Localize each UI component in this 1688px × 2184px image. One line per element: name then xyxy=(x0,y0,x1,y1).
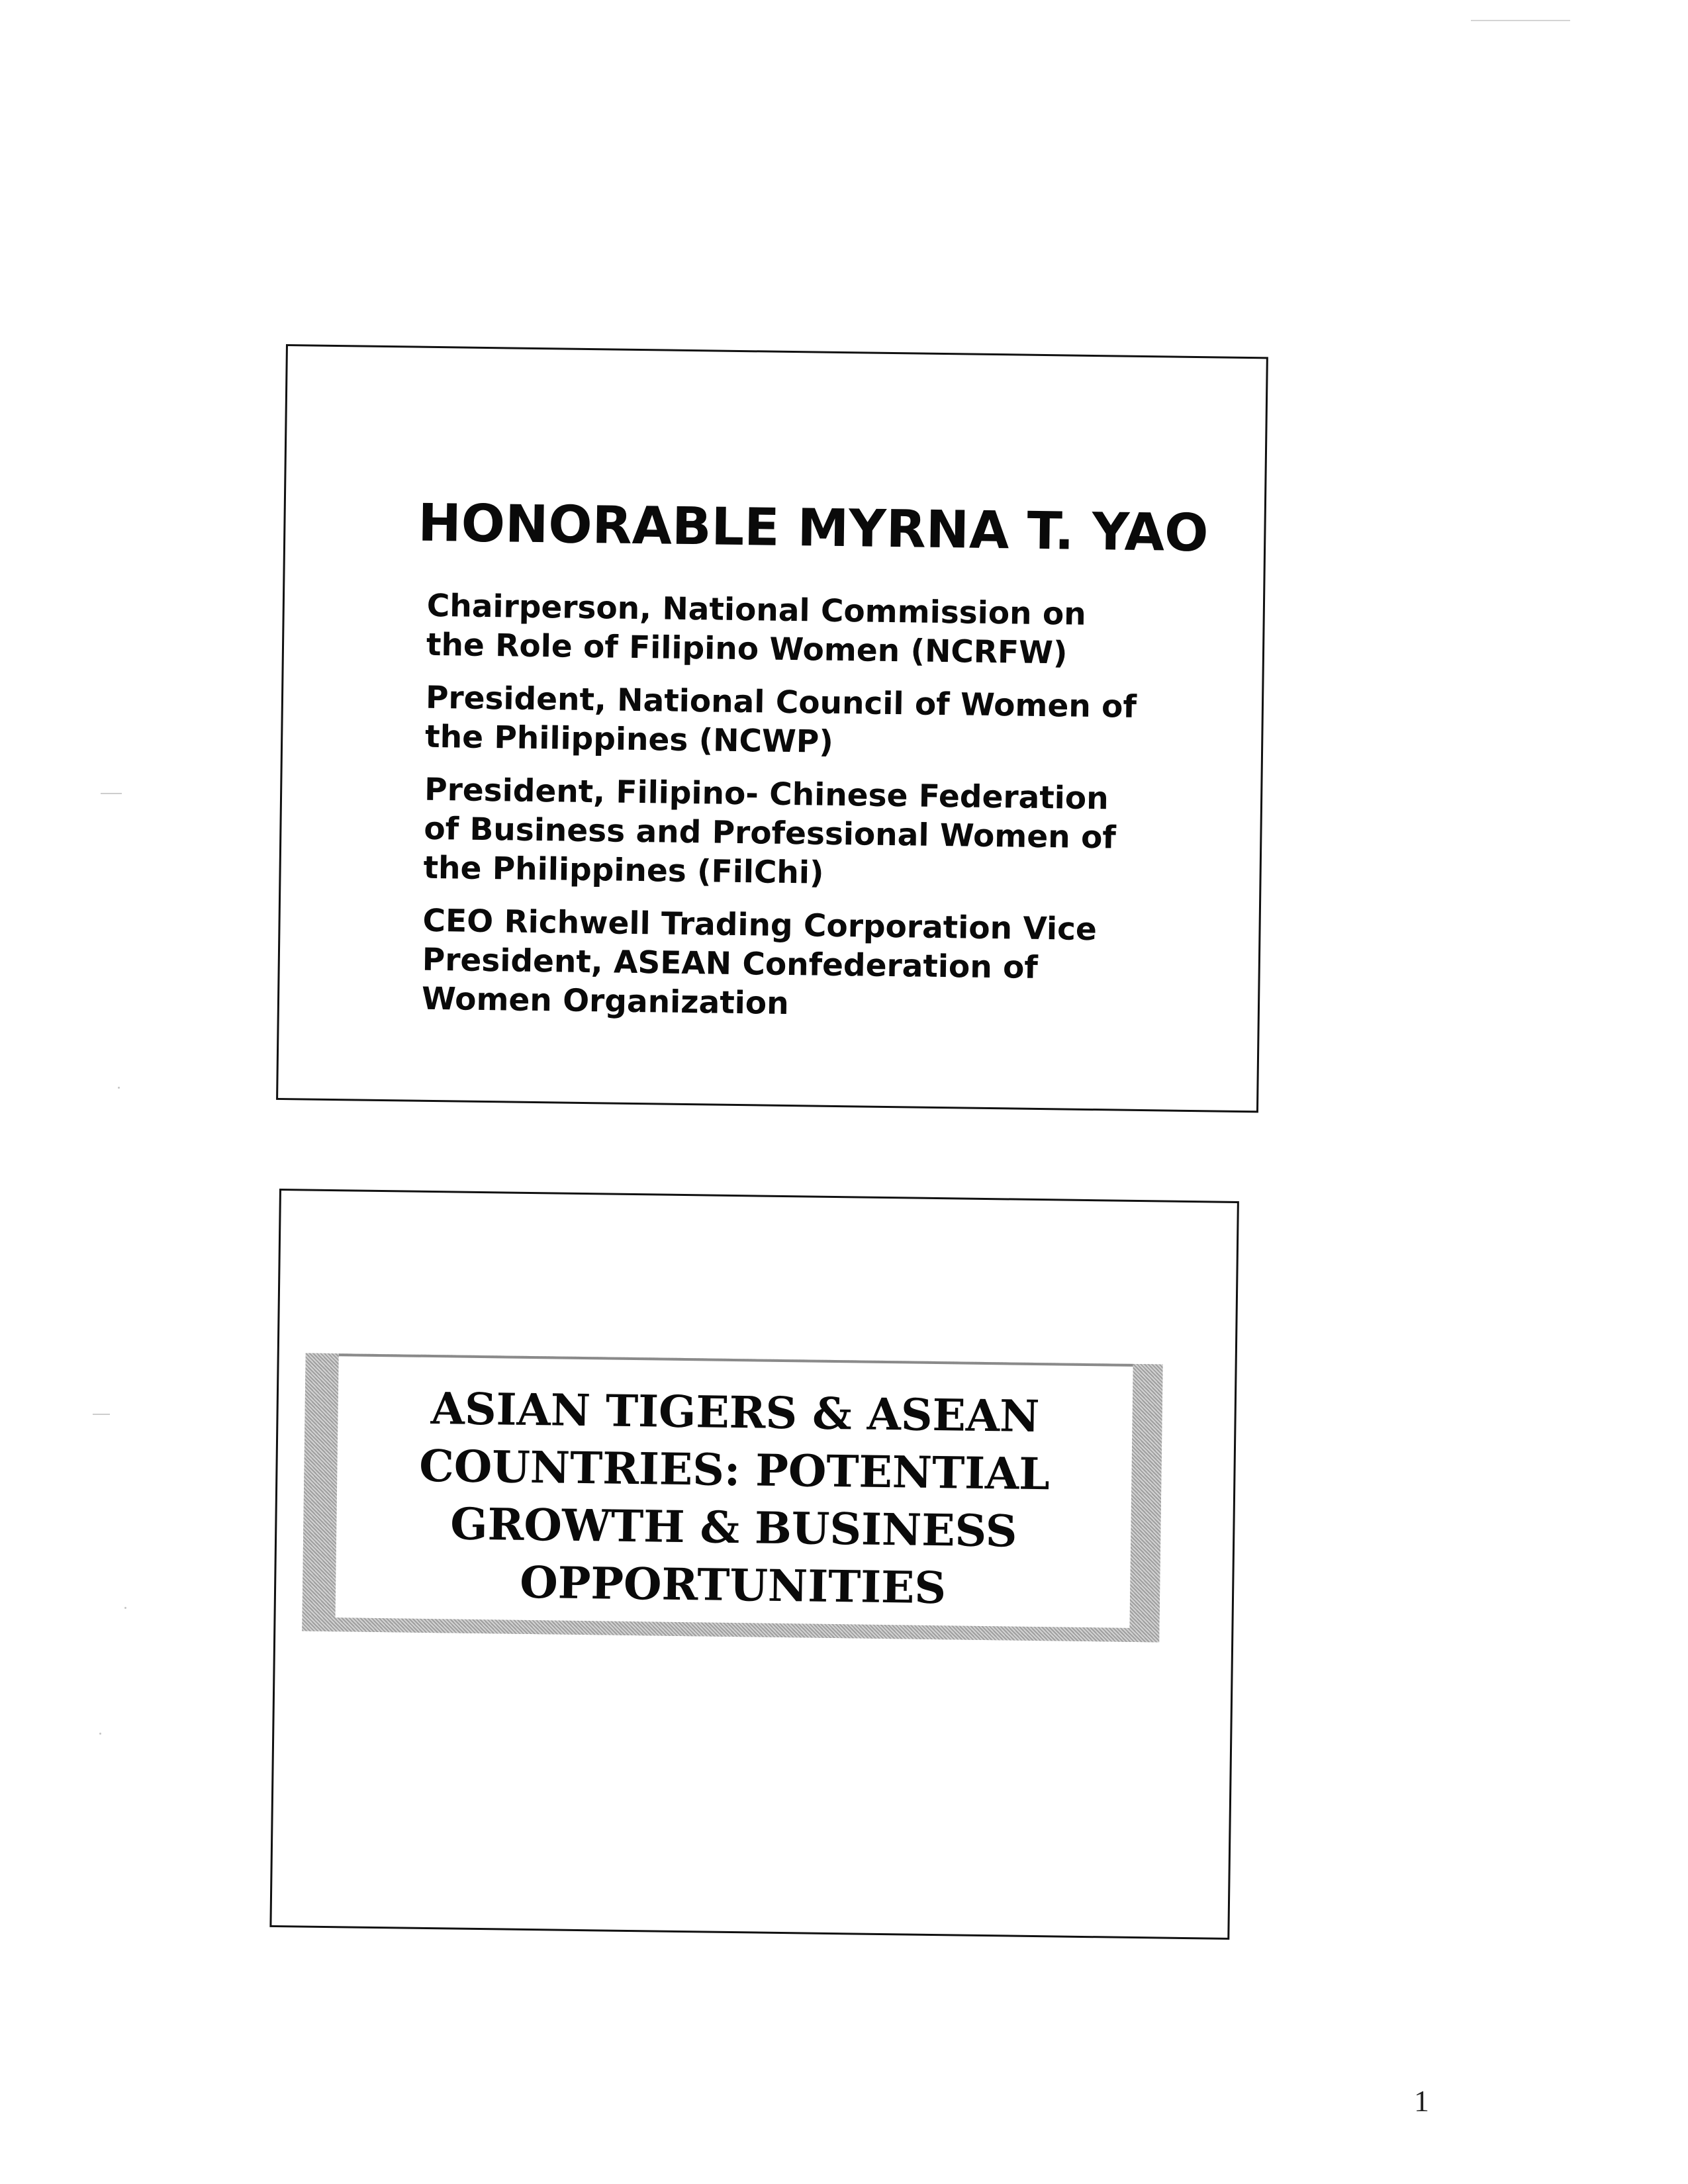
page-number: 1 xyxy=(1414,2084,1429,2118)
scan-dot xyxy=(118,1087,120,1089)
slide-topic-title xyxy=(269,1189,1239,1940)
topic-title-line: GROWTH & BUSINESS xyxy=(449,1498,1017,1557)
role-line: President, Filipino- Chinese Federation xyxy=(424,771,1109,817)
topic-title-line: COUNTRIES: POTENTIAL xyxy=(418,1439,1051,1500)
role-line: the Philippines (FilChi) xyxy=(423,849,824,891)
role-line: President, National Council of Women of xyxy=(425,679,1137,725)
role-line: CEO Richwell Trading Corporation Vice xyxy=(422,902,1098,948)
role-line: Women Organization xyxy=(421,980,789,1023)
role-line: of Business and Professional Women of xyxy=(424,810,1117,856)
scan-mark-top-right xyxy=(1471,20,1570,21)
role-line: President, ASEAN Confederation of xyxy=(422,941,1039,986)
speaker-roles xyxy=(421,586,1142,1042)
role-line: Chairperson, National Commission on xyxy=(426,587,1087,633)
role-item xyxy=(425,678,1141,766)
speaker-name: HONORABLE MYRNA T. YAO xyxy=(417,493,1209,564)
role-item xyxy=(422,901,1138,1028)
role-item xyxy=(423,770,1139,897)
role-item xyxy=(426,586,1142,674)
role-line: the Philippines (NCWP) xyxy=(424,718,834,760)
scan-mark-left-1 xyxy=(101,793,122,794)
scan-dot xyxy=(124,1607,126,1609)
slide-speaker-profile xyxy=(276,344,1268,1113)
topic-title-line: OPPORTUNITIES xyxy=(519,1556,947,1614)
scan-dot xyxy=(99,1733,101,1735)
role-line: the Role of Filipino Women (NCRFW) xyxy=(426,626,1068,672)
scan-mark-left-2 xyxy=(93,1414,110,1415)
title-box xyxy=(336,1353,1133,1628)
topic-title-line: ASIAN TIGERS & ASEAN xyxy=(430,1383,1040,1443)
topic-title xyxy=(336,1379,1133,1619)
